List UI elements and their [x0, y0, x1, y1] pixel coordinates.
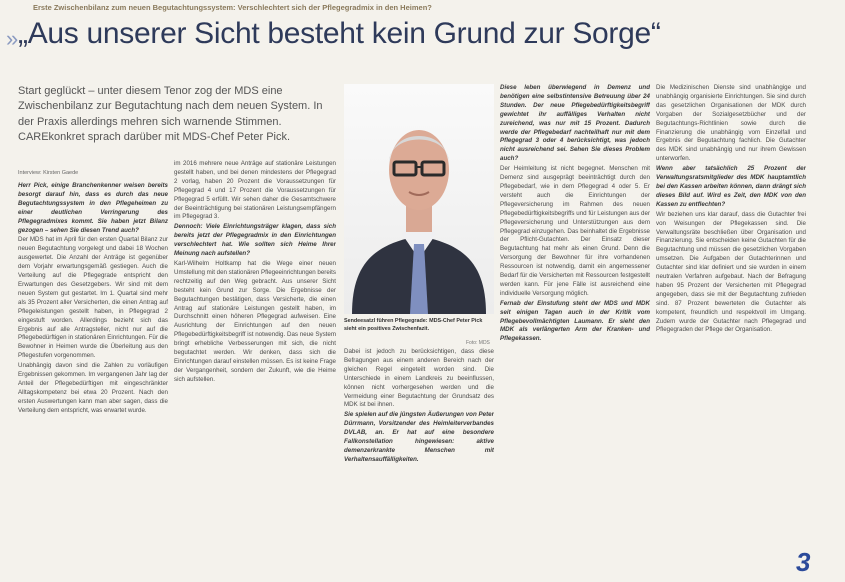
question-2: Dennoch: Viele Einrichtungsträger klagen, dass sich bereits jetzt der Pflegegradmix in den Einrichtungen verschlechtert hat. Wie sollten sich Heime Ihrer Meinung nach aufstellen? [174, 223, 336, 258]
column-1 [18, 182, 168, 578]
answer-paragraph: im 2016 mehrere neue Anträge auf stationäre Leistungen gestellt haben, und bei denen mindestens der Pflegegrad 2 vorlag, haben 20 Prozent die Voraussetzungen für Pflegegrad 4 und 17 Prozent die Voraussetzungen für Pflegegrad 5 erfüllt. Wir sehen daher die Gesamtschwere der Beeinträchtigung bei stationären Leistungsempfängern im Pflegegrad 3. [174, 160, 336, 221]
portrait-photo [344, 84, 494, 314]
quote-ornament-icon: » [6, 26, 19, 51]
answer-paragraph: Der Heimleitung ist nicht begegnet. Menschen mit Demenz sind ausgeprägt beeinträchtigt durch den Pflegebedarf, wie in dem Pflegegrad 4 oder 5. Er versteht auch die Einrichtungen der Pflegeversicherung im Rahmen des neuen Pflegebedürftigkeitsbegriffs und für Leistungen aus der Pflegeversicherung und Unterstützungen aus dem Pflegegrad einzugehen. Das beinhaltet die Ergebnisse der Pflicht-Gutachten. Der Einsatz dieser Begutachtung hat mehr als einen Grund. Denn die Versorgung der Bewohner für ihre vorhandenen Ressourcen ist notwendig, damit ein angemessener Bedarf für die Versicherten mit Ressourcen festgestellt werden kann. Für jene Fälle ist ausreichend eine individuelle Versorgung möglich. [500, 165, 650, 297]
page-number: 3 [796, 547, 811, 577]
column-4 [500, 84, 650, 578]
column-3 [344, 348, 494, 578]
byline: Interview: Kirsten Gaede [18, 170, 79, 176]
column-2 [174, 160, 336, 578]
question-6: Wenn aber tatsächlich 25 Prozent der Verwaltungsratsmitglieder des MDK hauptamtlich bei den Kassen arbeiten können, dann drängt sich dieses Bild auf. Wird es Zeit, den MDK von den Kassen zu entflechten? [656, 165, 806, 208]
lead-paragraph: Start geglückt – unter diesem Tenor zog der MDS eine Zwischenbilanz zur Begutachtung nach dem neuen System. In der Praxis allerdings mehren sich warnende Stimmen. CAREkonkret sprach darüber mit MDS-Chef Peter Pick. [18, 85, 323, 144]
answer-paragraph: Die Medizinischen Dienste sind unabhängige und unabhängig organisierte Einrichtungen. Sie sind durch das gesetzlichen Organisationen der MDK durch Vorgaben der Sozialgesetzbücher und der Begutachtungs-Richtlinien sowie durch die Finanzierung die unabhängig vom Einzelfall und Ergebnis der Begutachtung fachlich. Die Gutachter des MDK sind unabhängig und nur ihrem Gewissen unterworfen. [656, 84, 806, 163]
headline: „Aus unserer Sicht besteht kein Grund zur Sorge“ [18, 17, 661, 50]
question-5: Fernab der Einstufung steht der MDS und MDK seit einigen Tagen auch in der Kritik vom Pflegebevollmächtigten Laumann. Er sieht den MDK als verlängerten Arm der Kranken- und Pflegekassen. [500, 299, 650, 343]
photo-caption: Sendeesatzl führen Pflegegrade: MDS-Chef Peter Pick sieht ein positives Zwischenfazit. [344, 318, 483, 332]
answer-paragraph: Dabei ist jedoch zu berücksichtigen, dass diese Befragungen aus einem anderen Bereich nach der gleichen Regel eingeteilt worden sind. Die Unterschiede in einem Landkreis zu beeinflussen, können nicht vorhergesehen werden und die Vermeidung einer Begutachtung der Grundsatz des MDK ist bei ihnen. [344, 348, 494, 409]
question-4: Diese leben überwiegend in Demenz und benötigen eine selbstintensive Betreuung über 24 Stunden. Der neue Pflegebedürftigkeitsbegriff gewichtet ihr auffälliges Verhalten nicht zureichend, was nur mit 15 Prozent. Dadurch werde der Pflegebedarf nachteilhaft nur mit dem Pflegegrad 3 oder 4 berücksichtigt, was jedoch nicht ausreichend sei. Sehen Sie dieses Problem auch? [500, 84, 650, 163]
kicker-line: Erste Zwischenbilanz zum neuen Begutachtungssystem: Verschlechtert sich der Pflegegradmix in den Heimen? [33, 3, 432, 12]
question-3: Sie spielen auf die jüngsten Äußerungen von Peter Dürrmann, Vorsitzender des Heimleiterverbandes DVLAB, an. Er hat auf eine besondere Fallkonstellation hingewiesen: aktive demenzerkrankte Menschen mit Verhaltensauffälligkeiten. [344, 411, 494, 463]
answer-paragraph: Karl-Wilhelm Holtkamp hat die Wege einer neuen Umstellung mit den stationären Pflegeeinrichtungen bereits rechtzeitig auf den Weg gebracht. Aus unserer Sicht besteht kein Grund zur Sorge. Die Ergebnisse der Begutachtungen bestätigen, dass Versicherte, die einen Antrag auf stationäre Leistungen gestellt haben, im Durchschnitt einen höheren Pflegegrad aufweisen. Eine Ausrichtung der Einrichtungen auf den neuen Pflegebedürftigkeitsbegriff ist notwendig. Das neue System bringt erhebliche Verbesserungen mit sich, die nicht begutachtet werden. Wir denken, dass sich die Einrichtungen darauf einstellen müssen. Es ist keine Frage der Vergangenheit, sondern der Zukunft, wie die Heime sich aufstellen. [174, 259, 336, 383]
answer-paragraph: Unabhängig davon sind die Zahlen zu vorläufigen Ergebnissen gekommen. Im vergangenen Jahr lag der Anteil der Pflegebedürftigen mit eingeschränkter Alltagskompetenz bei etwa 20 Prozent. Nach den ersten Auswertungen kann man aber sagen, dass die Verteilung dem entspricht, was erwartet wurde. [18, 362, 168, 414]
photo-credit: Foto: MDS [466, 340, 490, 346]
column-5 [656, 84, 806, 578]
question-1: Herr Pick, einige Branchenkenner weisen bereits besorgt darauf hin, dass es durch das neue Begutachtungssystem in den Pflegeheimen zu einer deutlichen Verringerung des Pflegegradmixes kommt. Sie haben jetzt Bilanz gezogen – sehen Sie diesen Trend auch? [18, 182, 168, 234]
answer-paragraph: Wir beziehen uns klar darauf, dass die Gutachter frei von Weisungen der Pflegekassen sind. Die Verwaltungsräte beschließen über Organisation und Finanzierung. Sie entscheiden keine Gutachten für die Begutachtung und müssen die gesetzlichen Vorgaben umsetzen. Die Aufgaben der Gutachterinnen und Gutachter sind klar definiert und sie wurden in einem neutralen Verfahren aufgebaut. Nach der Befragung haben 95 Prozent der Versicherten mit Pflegegrad angegeben, dass sie mit der Begutachtung zufrieden sind. 87 Prozent bewerteten die Gutachter als kompetent, freundlich und respektvoll im Umgang. Zudem wurde der Gutachter nach Pflegegrad und Pflegegraden der Pflege der Organisation. [656, 210, 806, 334]
answer-paragraph: Der MDS hat im April für den ersten Quartal Bilanz zur neuen Begutachtung vorgelegt und dabei 18 Wochen ausgewertet. Die Anzahl der Anträge ist gegenüber dem Vorjahr erwartungsgemäß gestiegen. Auch die Verteilung auf die Pflegegrade entspricht den Erwartungen des Gesetzgebers. Wir sind mit dem neuen System gut gestartet. Im 1. Quartal sind mehr als 35 Prozent aller Versicherten, die einen Antrag auf Pflegeleistungen gestellt haben, in Pflegegrad 2 eingestuft worden. Allerdings bezieht sich das Ergebnis auf alle Antragsteller, nicht nur auf die Pflegebedürftigen in stationären Einrichtungen. Für die Bewohner in Heimen wurde die Überleitung aus den Pflegestufen vorgenommen. [18, 236, 168, 360]
